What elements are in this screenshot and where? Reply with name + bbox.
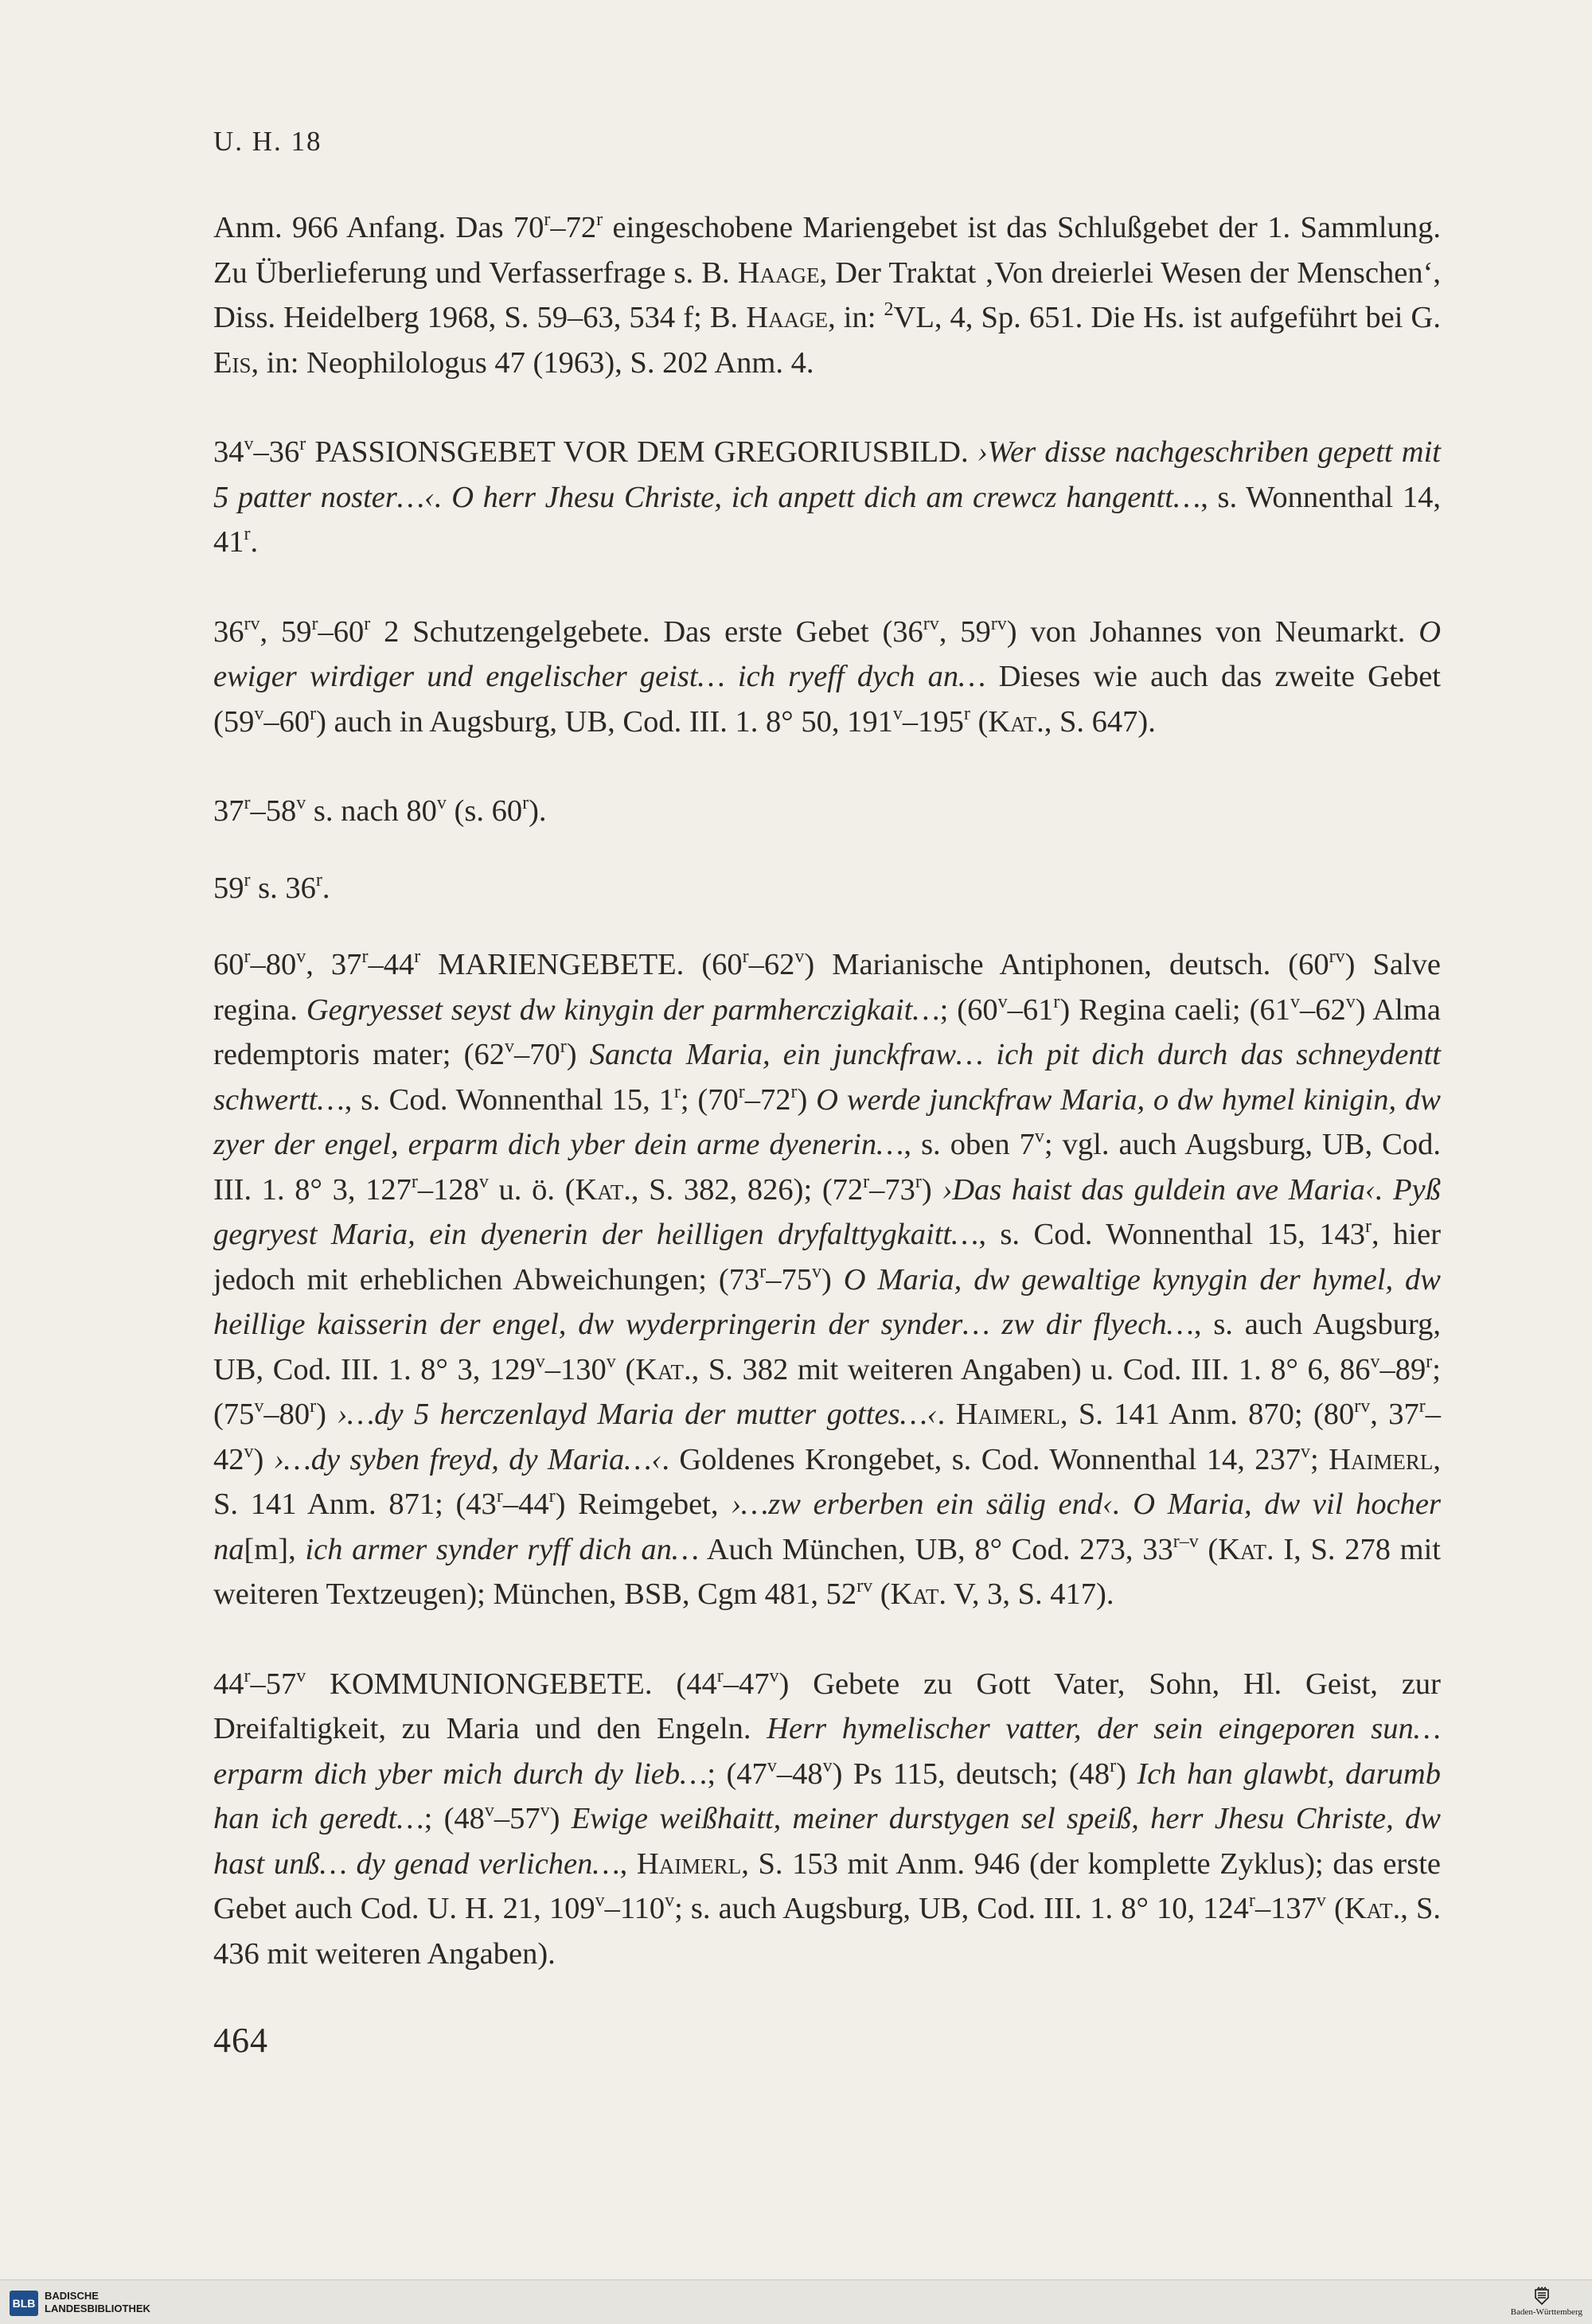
catalog-entry-59r: 59$^r$ s. 36$^r$. — [213, 869, 330, 905]
catalog-entry-mariengebete: 60$^r$–80$^v$, 37$^r$–44$^r$ MARIENGEBETE. (60$^r$–62$^v$) Marianische Antiphonen, deutsch. $(60^{rv})$ Salve regina. Gegryesset seyst dw kinygin der parmherczigkait…; (60$^v$–61$^r$) Regina caeli; (61$^v$–62$^v$) Alma redemptoris mater; (62$^v$–70$^r$) Sancta Maria, ein junckfraw… ich pit dich durch das schneydentt schwertt…, s. Cod. Wonnenthal 15, 1$^r$; (70$^r$–72$^r$) O werde junckfraw Maria, o dw hymel kinigin, dw zyer der engel, erparm dich yber dein arme dyenerin…, s. oben 7$^v$; vgl. auch Augsburg, UB, Cod. III. 1. 8° 3, 127$^r$–128$^v$ u. ö. (Kat., S. 382, 826); (72$^r$–73$^r$) ›Das haist das guldein ave Maria‹. Pyß gegryest Maria, ein dyenerin der heilligen dryfalttygkaitt…, s. Cod. Wonnenthal 15, 143$^r$, hier jedoch mit erheblichen Abweichungen; (73$^r$–75$^v$) O Maria, dw gewaltige kynygin der hymel, dw heillige kaisserin der engel, dw wyderpringerin der synder… zw dir flyech…, s. auch Augsburg, UB, Cod. III. 1. 8° 3, 129$^v$–130$^v$ (Kat., S. 382 mit weiteren Angaben) u. Cod. III. 1. 8° 6, 86$^v$–89$^r$; (75$^v$–80$^r$) ›…dy 5 herczenlayd Maria der mutter gottes…‹. Haimerl, S. 141 Anm. 870; ($80^{rv}$, 37$^r$–42$^v$) ›…dy syben freyd, dy Maria…‹. Goldenes Krongebet, s. Cod. Wonnenthal 14, 237$^v$; Haimerl, S. 141 Anm. 871; (43$^r$–44$^r$) Reimgebet, ›…zw erberben ein sälig end‹. O Maria, dw vil hocher na[m], ich armer synder ryff dich an… Auch München, UB, 8° Cod. 273, 33$^{r-v}$ (Kat. I, S. 278 mit weiteren Textzeugen); München, BSB, Cgm 481, $52^{rv}$ (Kat. V, 3, S. 417). — [213, 946, 1442, 1611]
catalog-entry-schutzengelgebete: $36^{rv}$, 59$^r$–60$^r$ 2 Schutzengelgebete. Das erste Gebet ($36^{rv}$, $59^{rv}$) von Johannes von Neumarkt. O ewiger wirdiger und engelischer geist… ich ryeff dych an… Dieses wie auch das zweite Gebet (59$^v$–60$^r$) auch in Augsburg, UB, Cod. III. 1. 8° 50, 191$^v$–195$^r$ (Kat., S. 647). — [213, 613, 1442, 739]
catalog-text — [213, 205, 1441, 2021]
footer-bar — [0, 2279, 1592, 2324]
library-name-line2: LANDESBIBLIOTHEK — [45, 2303, 150, 2314]
running-header-shelfmark: U. H. 18 — [213, 126, 322, 157]
state-label: Baden-Württemberg — [1510, 2307, 1582, 2317]
blb-logo[interactable]: BLB — [10, 2291, 38, 2316]
library-name — [45, 2290, 150, 2315]
catalog-entry-continuation: Anm. 966 Anfang. Das 70$^r$–72$^r$ eingeschobene Mariengebet ist das Schlußgebet der 1. Sammlung. Zu Überlieferung und Verfasserfrage s. B. Haage, Der Traktat ‚Von dreierlei Wesen der Menschen‘, Diss. Heidelberg 1968, S. 59–63, 534 f; B. Haage, in: $^2$VL, 4, Sp. 651. Die Hs. ist aufgeführt bei G. Eis, in: Neophilologus 47 (1963), S. 202 Anm. 4. — [213, 209, 1442, 380]
page-number: 464 — [213, 2021, 268, 2060]
catalog-entry-37r: 37$^r$–58$^v$ s. nach 80$^v$ (s. 60$^r$). — [213, 793, 547, 828]
library-name-line1: BADISCHE — [45, 2290, 99, 2302]
catalog-entry-passionsgebet: 34$^v$–36$^r$ PASSIONSGEBET VOR DEM GREGORIUSBILD. ›Wer disse nachgeschriben gepett mit 5 patter noster…‹. O herr Jhesu Christe, ich anpett dich am crewcz hangentt…, s. Wonnenthal 14, 41$^r$. — [213, 434, 1441, 559]
catalog-entry-kommuniongebete: 44$^r$–57$^v$ KOMMUNIONGEBETE. (44$^r$–47$^v$) Gebete zu Gott Vater, Sohn, Hl. Geist, zur Dreifaltigkeit, zu Maria und den Engeln. Herr hymelischer vatter, der sein eingeporen sun… erparm dich yber mich durch dy lieb…; (47$^v$–48$^v$) Ps 115, deutsch; (48$^r$) Ich han glawbt, darumb han ich geredt…; (48$^v$–57$^v$) Ewige weißhaitt, meiner durstygen sel speiß, herr Jhesu Christe, dw hast unß… dy genad verlichen…, Haimerl, S. 153 mit Anm. 946 (der komplette Zyklus); das erste Gebet auch Cod. U. H. 21, 109$^v$–110$^v$; s. auch Augsburg, UB, Cod. III. 1. 8° 10, 124$^r$–137$^v$ (Kat., S. 436 mit weiteren Angaben). — [213, 1665, 1442, 1971]
baden-wuerttemberg-emblem-icon — [1533, 2287, 1551, 2306]
